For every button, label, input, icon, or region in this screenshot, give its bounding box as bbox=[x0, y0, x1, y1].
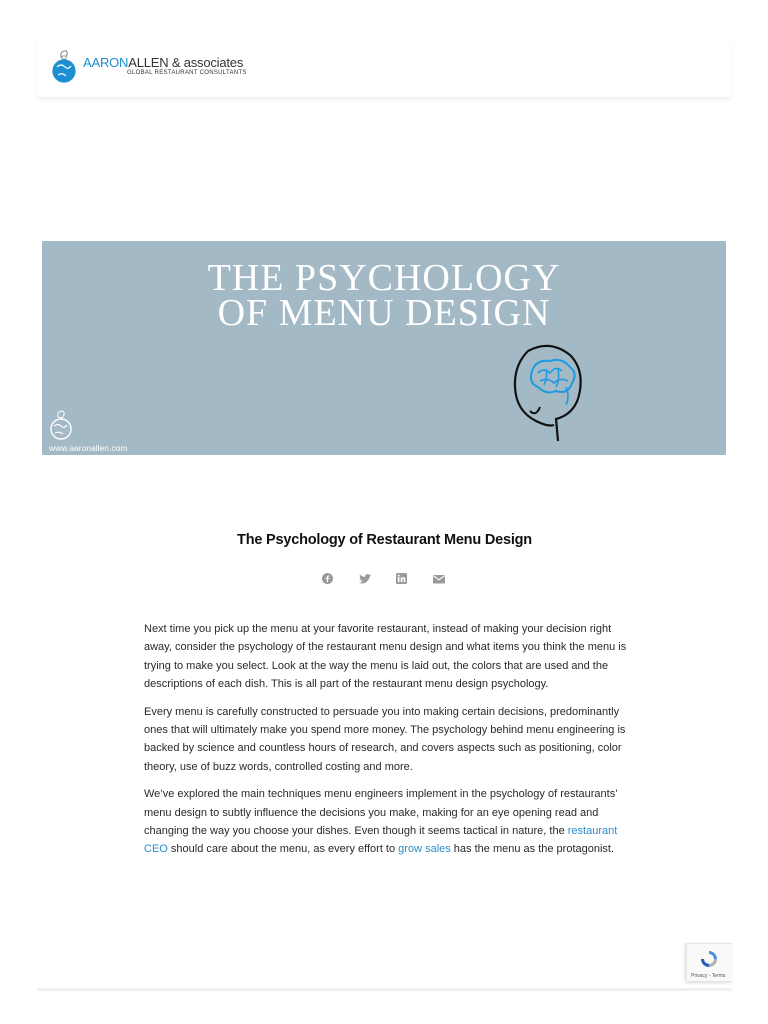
twitter-icon[interactable] bbox=[358, 572, 371, 585]
share-bar bbox=[321, 572, 445, 585]
article-paragraph-1: Next time you pick up the menu at your favorite restaurant, instead of making your decision right away, consider the psychology of the restaurant menu design and what items you think the menu is trying to make you select. Look at the way the menu is laid out, the colors that are used and the descriptions of each dish. This is all part of the restaurant menu design psychology. bbox=[144, 623, 627, 691]
restaurant-ceo-link[interactable]: restaurant CEO bbox=[144, 825, 618, 856]
hero-title-line1: THE PSYCHOLOGY bbox=[207, 257, 561, 299]
paragraph-text: has the menu as the protagonist. bbox=[450, 843, 615, 856]
grow-sales-link[interactable]: grow sales bbox=[398, 843, 451, 856]
site-logo[interactable] bbox=[49, 46, 247, 86]
logo-tagline: GLOBAL RESTAURANT CONSULTANTS bbox=[127, 69, 247, 76]
recaptcha-links[interactable]: Privacy - Terms bbox=[691, 973, 726, 979]
logo-name: ALLEN & associates bbox=[128, 54, 244, 70]
hero-banner bbox=[42, 241, 726, 455]
logo-prefix: AARON bbox=[83, 54, 129, 70]
brain-head-icon bbox=[510, 341, 590, 451]
article-body bbox=[144, 620, 629, 868]
site-header bbox=[37, 40, 732, 97]
linkedin-icon[interactable] bbox=[395, 572, 408, 585]
hero-title-line2: OF MENU DESIGN bbox=[217, 292, 551, 334]
page-container bbox=[37, 40, 732, 990]
article-paragraph-2: Every menu is carefully constructed to persuade you into making certain decisions, predominantly ones that will ultimately make you spend more money. The psychology behind menu engineering is backed by science and countless hours of research, and covers aspects such as positioning, color theory, use of buzz words, controlled costing and more. bbox=[144, 705, 626, 773]
globe-chef-icon bbox=[49, 47, 79, 85]
hero-watermark bbox=[46, 409, 146, 454]
logo-wordmark bbox=[83, 56, 247, 70]
post-title: The Psychology of Restaurant Menu Design bbox=[237, 532, 532, 548]
article-paragraph-3 bbox=[144, 785, 629, 859]
hero-title bbox=[42, 257, 726, 334]
logo-text bbox=[83, 56, 247, 77]
paragraph-text: We’ve explored the main techniques menu engineers implement in the psychology of restaurants’ menu design to subtly influence the decisions you make, making for an eye opening read and changing the way you choose your dishes. Even though it seems tactical in nature, the bbox=[144, 788, 618, 838]
footer-divider bbox=[37, 988, 732, 991]
recaptcha-icon bbox=[699, 949, 719, 969]
hero-url: www.aaronallen.com bbox=[49, 443, 128, 453]
facebook-icon[interactable] bbox=[321, 572, 334, 585]
recaptcha-badge[interactable] bbox=[686, 943, 732, 982]
globe-chef-icon bbox=[48, 409, 74, 441]
paragraph-text: should care about the menu, as every effort to bbox=[167, 843, 399, 856]
email-icon[interactable] bbox=[432, 572, 445, 585]
